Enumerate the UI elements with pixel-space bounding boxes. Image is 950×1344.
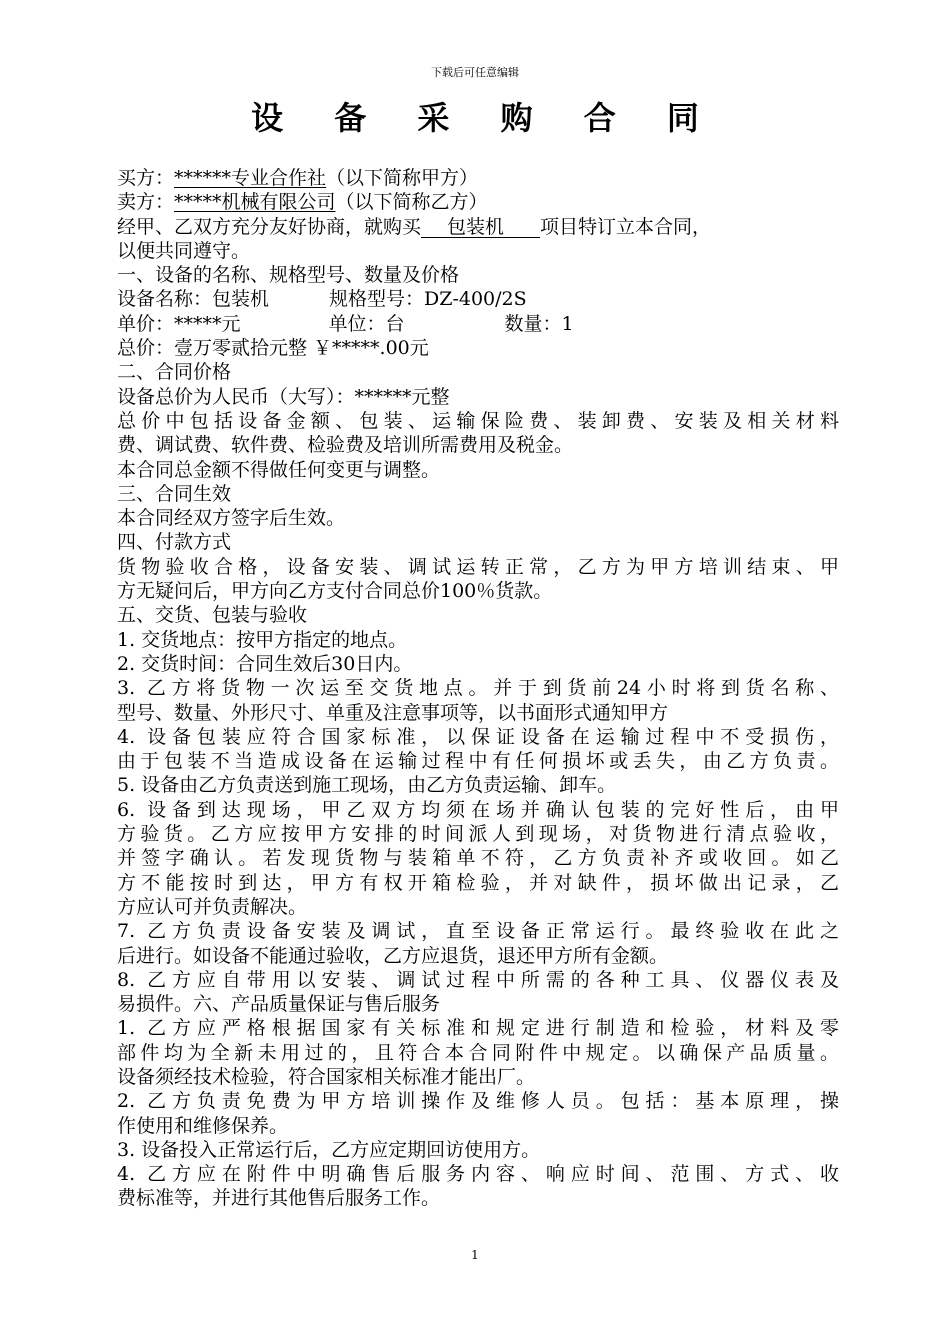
section-6-line: 部件均为全新未用过的，且符合本合同附件中规定。以确保产品质量。 <box>117 1041 839 1064</box>
buyer-line <box>117 166 839 190</box>
section-5-line: 方应认可并负责解决。 <box>117 895 308 918</box>
intro-line-2: 以便共同遵守。 <box>117 239 251 262</box>
page-number: 1 <box>471 1248 479 1262</box>
section-5-line: 4. 设备包装应符合国家标准，以保证设备在运输过程中不受损伤， <box>117 725 839 748</box>
section-5-line: 并签字确认。若发现货物与装箱单不符，乙方负责补齐或收回。如乙 <box>117 847 839 870</box>
section-6-line: 费标准等，并进行其他售后服务工作。 <box>117 1187 441 1210</box>
contract-body <box>117 166 839 1211</box>
section-6-line: 1. 乙方应严格根据国家有关标准和规定进行制造和检验，材料及零 <box>117 1017 839 1040</box>
section-5-line: 由于包装不当造成设备在运输过程中有任何损坏或丢失，由乙方负责。 <box>117 750 839 773</box>
price-row <box>117 312 839 336</box>
seller-suffix: （以下简称乙方） <box>335 191 488 214</box>
intro-line <box>117 215 839 239</box>
section-5-line: 型号、数量、外形尺寸、单重及注意事项等，以书面形式通知甲方 <box>117 701 669 724</box>
header-note: 下载后可任意编辑 <box>431 66 519 79</box>
buyer-name: ******专业合作社 <box>174 167 327 189</box>
quantity: 数量：1 <box>504 312 574 335</box>
equipment-model: 规格型号：DZ-400/2S <box>329 288 527 311</box>
section-4-line: 方无疑问后，甲方向乙方支付合同总价100％货款。 <box>117 580 553 603</box>
section-5-line: 1. 交货地点：按甲方指定的地点。 <box>117 628 408 651</box>
section-6-line: 设备须经技术检验，符合国家相关标准才能出厂。 <box>117 1065 536 1088</box>
section-2-line: 本合同总金额不得做任何变更与调整。 <box>117 458 441 481</box>
seller-label: 卖方： <box>117 191 175 214</box>
section-5-line: 后进行。如设备不能通过验收，乙方应退货，退还甲方所有金额。 <box>117 944 669 967</box>
section-4-line: 货物验收合格，设备安装、调试运转正常，乙方为甲方培训结束、甲 <box>117 555 839 578</box>
intro-product: 包装机 <box>421 217 540 238</box>
section-2-line: 设备总价为人民币（大写）：******元整 <box>117 385 450 408</box>
intro-suffix: 项目特订立本合同， <box>540 215 712 238</box>
document-title: 设 备 采 购 合 同 <box>251 99 719 137</box>
buyer-suffix: （以下简称甲方） <box>326 167 479 189</box>
section-3-heading: 三、合同生效 <box>117 482 232 505</box>
section-4-heading: 四、付款方式 <box>117 531 232 554</box>
section-3-line: 本合同经双方签字后生效。 <box>117 507 346 530</box>
section-5-line: 7. 乙方负责设备安装及调试，直至设备正常运行。最终验收在此之 <box>117 920 839 943</box>
section-5-line: 2. 交货时间：合同生效后30日内。 <box>117 652 413 675</box>
seller-name: *****机械有限公司 <box>174 191 336 214</box>
section-6-line: 2. 乙方负责免费为甲方培训操作及维修人员。包括：基本原理，操 <box>117 1090 839 1113</box>
unit-price: 单价：*****元 <box>117 312 241 335</box>
equipment-name: 设备名称：包装机 <box>117 288 270 311</box>
section-5-line: 6. 设备到达现场，甲乙双方均须在场并确认包装的完好性后，由甲 <box>117 798 839 821</box>
section-5-heading: 五、交货、包装与验收 <box>117 604 308 627</box>
intro-prefix: 经甲、乙双方充分友好协商，就购买 <box>117 215 422 238</box>
section-6-line: 4. 乙方应在附件中明确售后服务内容、响应时间、范围、方式、收 <box>117 1163 839 1186</box>
unit: 单位：台 <box>328 312 405 335</box>
section-1-heading: 一、设备的名称、规格型号、数量及价格 <box>117 264 460 287</box>
section-5-line: 3. 乙方将货物一次运至交货地点。并于到货前24小时将到货名称、 <box>117 677 839 700</box>
section-5-line: 易损件。六、产品质量保证与售后服务 <box>117 993 441 1016</box>
seller-line <box>117 190 839 214</box>
section-2-heading: 二、合同价格 <box>117 361 232 384</box>
section-6-line: 3. 设备投入正常运行后，乙方应定期回访使用方。 <box>117 1138 541 1161</box>
section-2-line: 费、调试费、软件费、检验费及培训所需费用及税金。 <box>117 434 574 457</box>
total-price: 总价：壹万零贰拾元整 ￥*****.00元 <box>117 337 429 360</box>
section-5-line: 方不能按时到达，甲方有权开箱检验，并对缺件，损坏做出记录，乙 <box>117 871 839 894</box>
section-5-line: 方验货。乙方应按甲方安排的时间派人到现场，对货物进行清点验收， <box>117 823 839 846</box>
section-5-line: 5. 设备由乙方负责送到施工现场，由乙方负责运输、卸车。 <box>117 774 617 797</box>
equipment-name-row <box>117 287 839 311</box>
section-6-line: 作使用和维修保养。 <box>117 1114 289 1137</box>
buyer-label: 买方： <box>117 167 175 189</box>
section-5-line: 8. 乙方应自带用以安装、调试过程中所需的各种工具、仪器仪表及 <box>117 968 839 991</box>
section-2-line: 总价中包括设备金额、包装、运输保险费、装卸费、安装及相关材料 <box>117 409 839 432</box>
